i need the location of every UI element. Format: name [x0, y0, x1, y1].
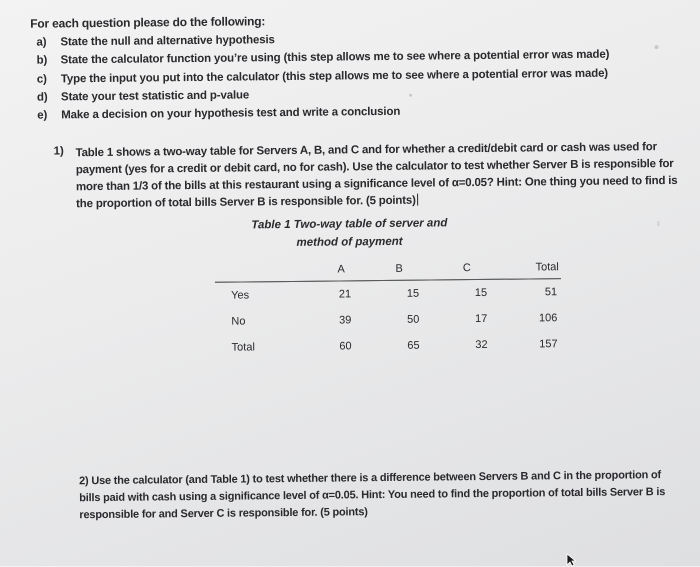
table-cell: 15 — [474, 286, 488, 300]
question-2-number: 2) — [78, 475, 89, 488]
instruction-step: a) State the null and alternative hypothesis — [36, 34, 275, 49]
instruction-step: c) Type the input you put into the calculator (this step allows me to see where a potential error was made) — [36, 67, 609, 86]
question-1-number: 1) — [53, 145, 64, 158]
col-header: A — [337, 263, 345, 276]
two-way-table — [215, 256, 562, 361]
row-label: No — [231, 315, 246, 328]
col-header: Total — [535, 261, 559, 274]
question-2 — [79, 467, 680, 524]
col-header: B — [395, 262, 403, 275]
table-cell: 157 — [539, 338, 558, 351]
text-caret — [417, 194, 418, 206]
arrow-cursor-icon — [566, 553, 576, 567]
table-cell: 50 — [407, 313, 420, 326]
instruction-steps — [36, 28, 610, 125]
smudge-mark — [409, 94, 412, 97]
row-label: Total — [231, 341, 255, 354]
table-cell: 39 — [339, 314, 352, 327]
row-label: Yes — [231, 289, 250, 302]
instructions-heading: For each question please do the following: — [30, 14, 266, 31]
table-1-caption: Table 1 Two-way table of server and method of payment — [251, 217, 448, 249]
table-cell: 15 — [406, 287, 420, 300]
instruction-step: d) State your test statistic and p-value — [36, 89, 250, 104]
instruction-step: e) Make a decision on your hypothesis test and write a conclusion — [37, 106, 401, 122]
table-cell: 60 — [339, 340, 352, 353]
table-cell: 21 — [338, 288, 352, 301]
table-cell: 32 — [475, 338, 488, 352]
table-row — [215, 305, 561, 335]
instruction-step: b) State the calculator function you’re using (this step allows me to see where a potential error was made) — [36, 48, 610, 67]
table-row — [216, 331, 562, 361]
table-cell: 17 — [475, 312, 488, 326]
col-header: C — [462, 262, 471, 275]
table-row — [215, 279, 561, 309]
table-cell: 51 — [544, 286, 558, 299]
question-2-text: 2) Use the calculator (and Table 1) to test whether there is a difference between Servers B and C in the proportion of bills paid with cash using a significance level of α=0.05. Hint: You need to find the proportion of total bills Server B is responsible for and Server C is responsible for. (5 points) — [78, 469, 666, 522]
table-cell: 106 — [538, 312, 558, 325]
table-1 — [215, 256, 562, 361]
table-cell: 65 — [407, 339, 420, 352]
question-1 — [54, 139, 695, 214]
smudge-mark — [655, 45, 659, 49]
smudge-mark — [657, 221, 659, 226]
question-1-text: Table 1 shows a two-way table for Servers A, B, and C and for whether a credit/debit card or cash was used for payment (yes for a credit or debit card, no for cash). Use the calculator to test whether Server B is responsible for more than 1/3 of the bills at this restaurant using a significance level of α=0.05? Hint: One thing you need to find is the proportion of total bills Server B is responsible for. (5 points) — [75, 141, 678, 211]
